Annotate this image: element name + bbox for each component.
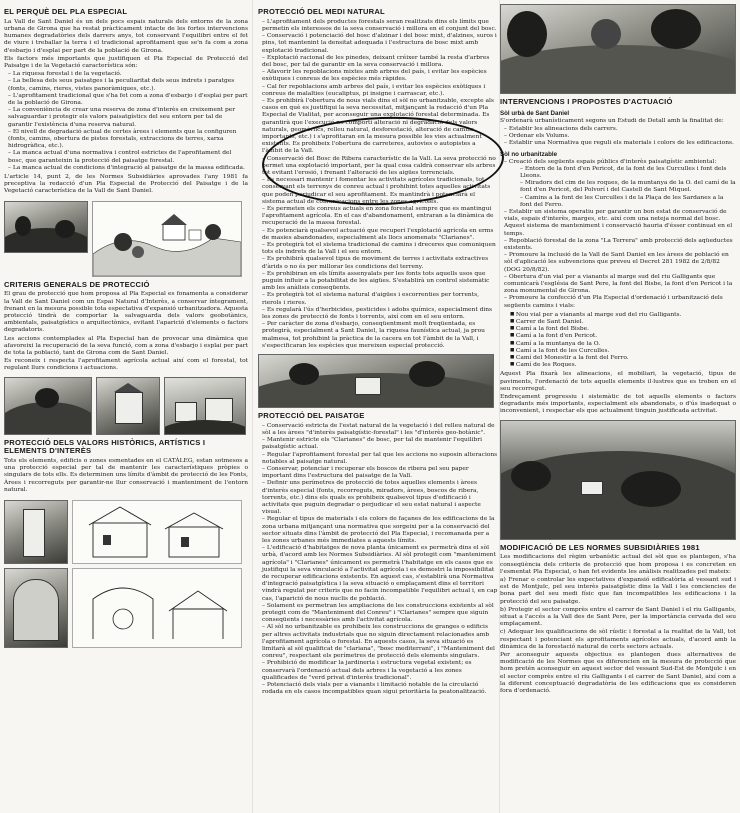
paragraph: c) Adequar les qualificacions de sòl rústic i forestal a la realitat de la Vall, tot respectant i potenciant els aprofitaments agrícoles actuals, d'acord amb la dinàmica de la forestació natural de certs sectors actuals. bbox=[500, 629, 736, 650]
church-photo bbox=[96, 377, 160, 435]
paragraph: a) Frenar o controlar les expectatives d'expansió edificatòria al vessant sud i est de Montjuïc, pel seu interès paisatgístic dins la Vall i les conciencies de bona part del seu medi físic que fan incompatibles les edificacions i la protecció del seu paisatge. bbox=[500, 576, 736, 605]
list-item: – Solament es permetran les ampliacions de les construccions existents al sòl protegit com de "Manteniment del Conreu" i "Clarianes" sempre que siguin conseqüents i necessàries amb l'activitat agrícola. bbox=[262, 603, 498, 625]
list-item: – La conveniència de crear una reserva de zona d'interès en creixement per salvaguardar i protegir els valors paisatgístics del seu entorn per tal de garantir l'existència d'una reserva natural. bbox=[8, 107, 248, 129]
list-item: ■ Camí a la font del Bisbe. bbox=[510, 326, 736, 333]
list-item: – Es protegirà tot el sistema natural d'aigües i escorrenties per torrents, rierols i rieres. bbox=[262, 292, 498, 306]
column-right bbox=[500, 4, 736, 696]
section-title: MODIFICACIÓ DE LES NORMES SUBSIDIÀRIES 1981 bbox=[500, 542, 700, 552]
paragraph: Els factors més importants que justifiquen el Pla Especial de Protecció del Paisatge i de la Vegetació característica són: bbox=[4, 55, 248, 69]
section-title: PROTECCIÓ DEL MEDI NATURAL bbox=[258, 7, 385, 16]
list-item: – Miradors del cim de les roques, de la muntanya de la O. del camí de la font d'en Pericot, del Polvorí i del Castell de Sant Miquel. bbox=[520, 180, 736, 194]
list-item: – Per caràcter de zona d'esbarjo, conseqüentment molt freqüentada, es protegirà, especialment a Sant Daniel, la riquesa faunística actual, ja prou malmesa, tot prohibint la pràctica de la cacera en tot l'àmbit de la Vall, i s'especificaran les espècies que mereixen especial protecció. bbox=[262, 321, 498, 350]
list-item: – Cal fer repoblacions amb arbres del país, i evitar les espècies exòtiques i conreus de malalties (eucaliptus, pi insigne i carrascar, etc.). bbox=[262, 84, 498, 98]
list-item: – Ordenar els Volums. bbox=[504, 133, 736, 140]
list-item: – Promoure la confecció d'un Pla Especial d'ordenació i urbanització dels següents camins i vials: bbox=[504, 295, 736, 309]
list-item: ■ Carrer de Sant Daniel. bbox=[510, 319, 736, 326]
list-item: ■ Camí de les Roques. bbox=[510, 362, 736, 369]
list-item: – Afavorir les repoblacions mixtes amb arbres del país, i evitar les espècies exòtiques i conreus de les espècies més ràpides. bbox=[262, 69, 498, 83]
list-item: – Conservació i potenciació del bosc d'alzinar i del bosc mixt, d'alzines, suros i pins, tot mantenint la densitat adequada i l'estructura de bosc mixt amb explotació tradicional. bbox=[262, 33, 498, 55]
fold-line bbox=[252, 0, 253, 813]
list-item: ■ Camí del Monestir a la font del Ferro. bbox=[510, 355, 736, 362]
countryside-photo bbox=[4, 377, 92, 435]
list-item: – Es protegirà tot el sistema tradicional de camins i dreceres que comuniquen tots els indrets de la Vall i el seu entorn. bbox=[262, 242, 498, 256]
paragraph: Les accions contemplades al Pla Especial han de provocar una dinàmica que afavoreixi la recuperació de la seva funció, com a zona d'esbarjo i esplai per part de tota la població, tant de Girona com de Sant Daniel. bbox=[4, 335, 248, 356]
list-item: ■ Camí a la font de les Curculles. bbox=[510, 348, 736, 355]
section-title: PROTECCIÓ DELS VALORS HISTÒRICS, ARTÍSTICS I ELEMENTS D'INTERÈS bbox=[4, 437, 206, 456]
list-item: – Entorn de la font d'en Pericot, de la font de les Curculles i font dels Lleons. bbox=[520, 166, 736, 180]
valley-photo bbox=[258, 354, 494, 408]
list-item: – Es prohibiran en els límits assenyalats per les fonts tots aquells usos que puguin influir a la potabilitat de les aigües. S'establirà un control sistemàtic amb les anàlisis conseqüents. bbox=[262, 271, 498, 293]
bullet-list bbox=[500, 159, 736, 310]
paragraph: El grau de protecció que hom proposa al Pla Especial es fonamenta a considerar la Vall de Sant Daniel com un Espai Natural d'Interès, a conservar íntegrament, frenant en la mesura possible tota espectativa d'expansió urbanitzadora. Aquesta protecció tindrà de comportar la salvaguarda dels valors geobotànics, ambientals, paisatgístics o arquitectònics, evitant l'aparició d'elements o factors degradatoris. bbox=[4, 291, 248, 334]
column-middle bbox=[258, 4, 498, 699]
paragraph: Tots els elements, edificis o zones esmentades en el CATÀLEG, estan sotmesos a una protecció especial per tal de mantenir les característiques pròpies o singulars de tots ells. Es determinen uns límits d'àmbit de protecció de les Fonts, Àrees i recorreguts per garantir-ne llur conservació i manteniment de l'entorn natural. bbox=[4, 457, 248, 493]
list-item: – Creació dels següents espais públics d'interès paisatgístic ambiental: bbox=[504, 159, 736, 166]
list-item: – Repoblació forestal de la zona "La Terrera" amb protecció dels aqüeductes existents. bbox=[504, 238, 736, 252]
list-item: – Es prohibirà qualsevol tipus de moviment de terres i activitats extractives d'àrids o no és per millorar les condicions del terreny. bbox=[262, 256, 498, 270]
paragraph: L'article 14, punt 2, de les Normes Subsidiàries aprovades l'any 1981 fa preceptiva la redacció d'un Pla Especial de Protecció del Paisatge i de la Vegetació característica de la Vall de Sant Daniel. bbox=[4, 173, 248, 195]
list-item: – El nivell de degradació actual de certes àrees i elements que la configuren (fonts, camins, obertura de pistes forestals, extraccions de terres, xarxa hidrogràfica, etc.). bbox=[8, 129, 248, 151]
section-title: CRITERIS GENERALS DE PROTECCIÓ bbox=[4, 279, 150, 289]
list-item: – Es potenciarà qualsevol actuació que recuperi l'explotació agrícola en erms de masies abandonades, especialment als llocs anomenats "Clarianes". bbox=[262, 228, 498, 242]
paragraph: La Vall de Sant Daniel és un dels pocs espais naturals dels entorns de la zona urbana de Girona que ha restat pràcticament intacte de les fortes intervencions humanes degradatòries dels darrers anys, tot conservant l'equilibri entre el fet de viure i treballar la terra i el tradicional aprofitament que se'n fa com a zona d'esbarjo i d'esplai per part de la població de Girona. bbox=[4, 18, 248, 54]
section-title: PROTECCIÓ DEL PAISATGE bbox=[258, 411, 365, 421]
column-left bbox=[4, 4, 248, 648]
list-item: – Es prohibirà l'obertura de nous vials dins el sòl no urbanitzable, excepte als casos en què es justifiqui la seva necessitat, mitjançant la redacció d'un Pla Especial de Vialitat, per aconseguir una explotació forestal determinada. Es garantirà que l'execució no comporti alteració ni degradació dels valors naturals, geomòrfics, relleu natural, desforestació, alteració de camins importants, etc.) i s'aprofitaran en la mesura possible les vies actualment existents. Es prohibeix l'obertura de carreteres, autovies o autopistes a l'àmbit de la Vall. bbox=[262, 98, 498, 156]
list-item: – Establir les alineacions dels carrers. bbox=[504, 126, 736, 133]
list-item: ■ Camí a la font d'en Pericot. bbox=[510, 333, 736, 340]
list-item: – Camins a la font de les Curculles i de la Plaça de les Sardanes a la font del Ferro. bbox=[520, 195, 736, 209]
list-item: – La manca actual d'una normativa i control estrictes de l'aprofitament del bosc, que garanteixin la protecció del paisatge forestal. bbox=[8, 150, 248, 164]
list-item: – L'edificació d'habitatges de nova planta únicament es permetrà dins el sòl urbà, d'acord amb les Normes Subsidiàries. Al sòl protegit com "manteniment agrícola" i "Clarianes" únicament es permetrà l'habitatge en els casos que es justifiqui la seva vinculació a l'activitat agrícola i es demostri la impossibilitat de recuperar edificacions existents. En aquest cas, s'establirà una Normativa d'integració paisatgística i la seva situació o emplaçament dins el territori vindrà regulat per criteris que no facin incompatible l'equilibri actual i, en cap cas, l'aparició de nous nuclis de població. bbox=[262, 545, 498, 603]
list-item: – Regular el tipus de materials i els colors de façanes de les edificacions de la zona urbana mitjançant una normativa que sorgeixi per a la conservació del sector situats dins l'àmbit de protecció del Pla Especial, i recomanada per a les zones urbanes més immediates a aquests límits. bbox=[262, 516, 498, 545]
paragraph: S'ordenarà urbanísticament segons un Estudi de Detall amb la finalitat de: bbox=[500, 117, 724, 124]
list-item: – La manca actual de condicions d'integració al paisatge de la massa edificada. bbox=[8, 165, 248, 172]
bullet-list-squares bbox=[500, 312, 736, 370]
forest-path-photo bbox=[500, 4, 736, 94]
list-item: – L'aprofitament tradicional que s'ha fet com a zona d'esbarjo i d'esplai per part de la població de Girona. bbox=[8, 93, 248, 107]
bullet-list bbox=[258, 423, 498, 697]
list-item: – Establir una Normativa que reguli els materials i colors de les edificacions. bbox=[504, 140, 736, 147]
panorama-photo bbox=[500, 420, 736, 540]
list-item: – Potenciació dels vials per a vianants i limitació notable de la circulació rodada en els casos incompatibles quan sigui prioritària la peatonalització. bbox=[262, 682, 498, 696]
paragraph: Endreçament progressiu i sistemàtic de tot aquells elements o factors degradants més importants, especialment els abandonats, o d'ús inadequat o inconvenient, i respectar els que actualment tinguin justificada activitat. bbox=[500, 394, 736, 415]
landscape-photo bbox=[4, 201, 88, 253]
paragraph: Les modificacions del règim urbanístic actual del sòl que es plantegen, s'ha conseqüència dels criteris de protecció que hom proposa i es concreten en l'esmentat Pla Especial, o han fet evidents les anàlisis realitzades pel mateix: bbox=[500, 554, 736, 575]
list-item: ■ Nou vial per a vianants al marge sud del riu Galligants. bbox=[510, 312, 736, 319]
list-item: – Explotació racional de les pinedes, deixant créixer també la resta d'arbres del bosc, per tal de garantir en la seva conservació i millora. bbox=[262, 55, 498, 69]
list-item: – Conservació del Bosc de Ribera característic de la Vall. La seva protecció no permet una explotació important, per la qual cosa caldrà conservar els arbres tot evitant l'erosió, i frenant l'alteració de les aigües torrencials. bbox=[262, 156, 498, 178]
list-item: – Es regularà l'ús d'herbicides, pesticides i adobs químics, especialment dins les zones de protecció de fonts i torrents, així com en el seu entorn. bbox=[262, 307, 498, 321]
list-item: – Conservació estricta de l'estat natural de la vegetació i del relleu natural de sòl a les àrees "d'interès paisatgístic-forestal" i les "d'interès geo-botànic". bbox=[262, 423, 498, 437]
list-item: – Promoure la inclusió de la Vall de Sant Daniel en les àrees de població en sòl d'aplicació les subvencions que preveu el Decret 281 1982 de 2/8/82 (DOG 20/8/82). bbox=[504, 252, 736, 274]
photo-row bbox=[4, 201, 248, 277]
landscape-drawing bbox=[92, 201, 242, 277]
archway-photo bbox=[4, 568, 68, 648]
list-item: – Definir uns perímetres de protecció de totes aquelles elements i àrees d'interès especial (fonts, recorreguts, miradors, àrees, boscos de ribera, torrents, etc.) dins els quals es prohibeix qualsevol tipus d'edificació i activitats que puguin degradar o perjudicar el seu estat natural i aspecte visual. bbox=[262, 480, 498, 516]
list-item: ■ Camí a la muntanya de la O. bbox=[510, 341, 736, 348]
paragraph: Per aconseguir aquests objectius es plantegen dues alternatives de modificació de les Normes que es diferencien en la mesura de protecció que hom pretén aconseguir en aquest sector del vessant Sud-Est de Montjuïc i en el sector comprès entre el riu Galligants i el carrer de Sant Daniel, així com a la diferent conceptuació degradatòria de les edificacions que es consideren fora d'ordenació. bbox=[500, 652, 736, 695]
list-item: – Establir un sistema operatiu per garantir un bon estat de conservació de vials, espais d'interès, marges, etc. així com una neteja normal del bosc. Aquest sistema de manteniment i conservació hauria d'ésser continuat en el temps. bbox=[504, 209, 736, 238]
list-item: – Es permeten els conreus actuals en zona forestal sempre que es mantingui l'aprofitament agrícola. En el cas d'abandonament, entraran a la dinàmica de recuperació de la massa forestal. bbox=[262, 206, 498, 228]
house-sketch bbox=[72, 500, 242, 564]
photo-row bbox=[4, 377, 248, 435]
paragraph: Es reconeix i respecta l'aprofitament agrícola actual així com el forestal, tot regulant llurs condicions i actuacions. bbox=[4, 358, 248, 372]
list-item: – Prohibició de modificar la jardineria i estructura vegetal existent; es conservarà l'ordenació actual dels arbres i la vegetació a les zones qualificades de "verd privat d'interès tradicional". bbox=[262, 660, 498, 682]
fountain-sketch bbox=[72, 568, 242, 648]
tower-photo bbox=[4, 500, 68, 564]
list-item: – Al sòl no urbanitzable es prohibeix les construccions de granges o edificis per altres activitats industrials que no siguin directament relacionades amb l'aprofitament agrícola o forestal. En aquests casos, la seva situació es limitarà al sòl qualificat de "clariana", "bosc mediterrani", i "Manteniment del conreu", respectant els perímetres de protecció dels elements singulars. bbox=[262, 624, 498, 660]
list-item: – Obertura d'un vial per a vianants al marge sud del riu Galligants que comunicarà l'església de Sant Pere, la font del Bisbe, la font d'en Pericot i la zona monumental de Girona. bbox=[504, 274, 736, 296]
paragraph: Aquest Pla fixarà les alineacions, el mobiliari, la vegetació, tipus de paviments, l'ordenació de tots aquells elements il·lustres que es troben en el seu recorregut. bbox=[500, 371, 736, 392]
subsection-label: Sòl no urbanitzable bbox=[500, 150, 558, 158]
list-item: – Conservar, potenciar i recuperar els boscos de ribera pel seu paper important dins l'estructura del paisatge de la Vall. bbox=[262, 466, 498, 480]
list-item: – L'aprofitament dels productes forestals seran realitzats dins els límits que permetin els interessos de la seva conservació i millora en el conjunt del bosc. bbox=[262, 19, 498, 33]
paragraph: b) Protegir el sector comprès entre el carrer de Sant Daniel i el riu Galligants, situat a l'accés a la Vall des de Sant Pere, per la importància cervada del seu emplaçament. bbox=[500, 606, 736, 628]
list-item: – La bellesa dels seus paisatges i la peculiaritat dels seus indrets i paratges (fonts, camins, rieres, vistes panoràmiques, etc.). bbox=[8, 78, 248, 92]
list-item: – Regular l'aprofitament forestal per tal que les accions no suposin alteracions notables al paisatge natural. bbox=[262, 452, 498, 466]
section-title: EL PERQUÈ DEL PLA ESPECIAL bbox=[4, 7, 128, 16]
bullet-list bbox=[258, 19, 498, 350]
photo-grid bbox=[4, 500, 248, 648]
bullet-list bbox=[500, 126, 736, 148]
list-item: – Es necessari mantenir i fomentar les activitats agrícoles tradicionals, tot conservant els terrenys de conreu actual i prohibint totes aquelles activitats que poden perjudicar el seu aprofitament. Es mantindrà i potenciarà el sistema actual de comunicacions entre les zones agrícoles. bbox=[262, 177, 498, 206]
list-item: – Mantenir estricte els "Clarianes" de bosc, per tal de mantenir l'equilibri paisatgístic actual. bbox=[262, 437, 498, 451]
bullet-list bbox=[4, 71, 248, 172]
list-item: – La riquesa forestal i de la vegetació. bbox=[8, 71, 248, 78]
subsection-label: Sòl urbà de Sant Daniel bbox=[500, 109, 570, 117]
village-photo bbox=[164, 377, 246, 435]
section-title: INTERVENCIONS I PROPOSTES D'ACTUACIÓ bbox=[500, 97, 673, 106]
